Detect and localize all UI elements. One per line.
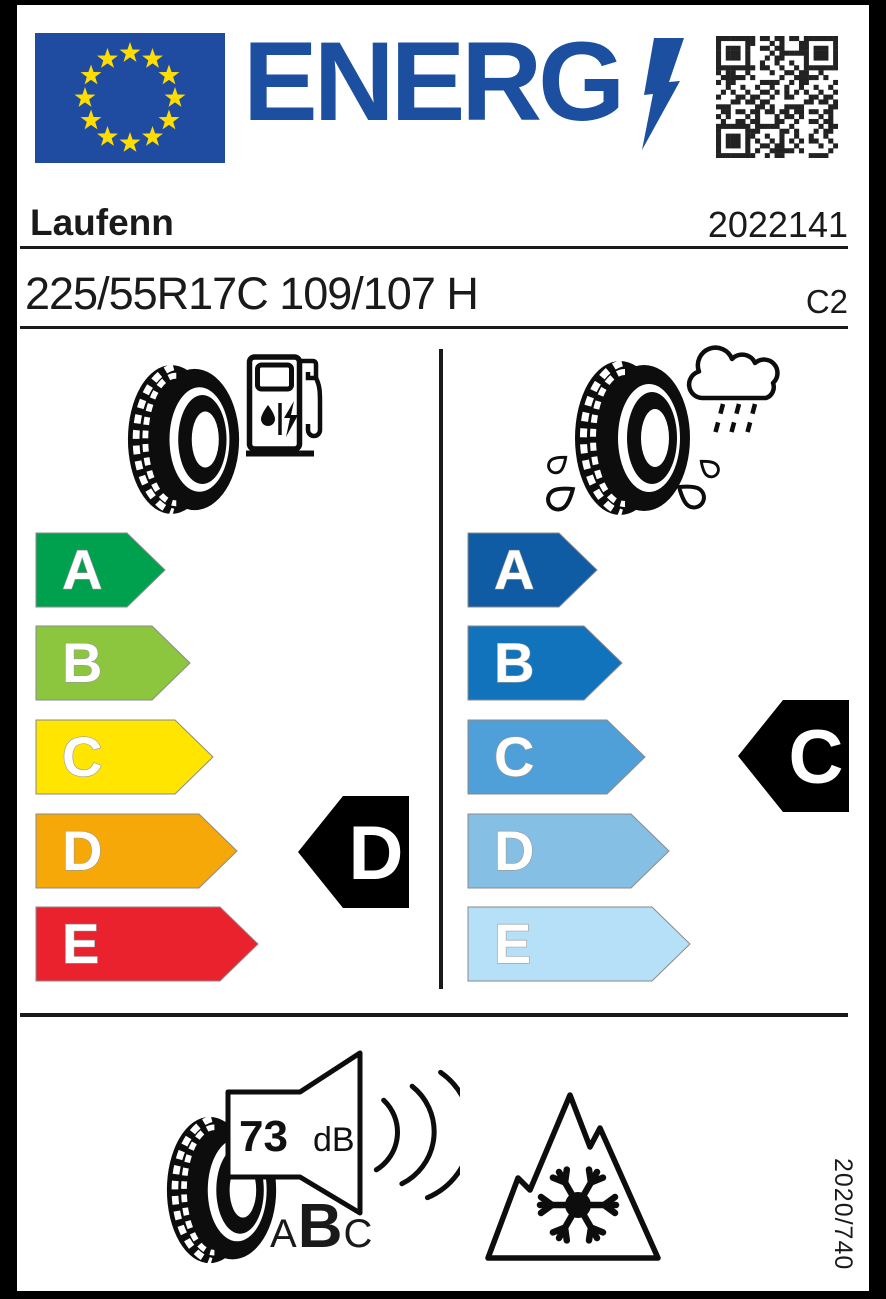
wet-scale-letter-c: C [494, 725, 535, 788]
divider-line-1 [20, 246, 848, 249]
fuel-pump-icon [246, 349, 326, 457]
noise-unit: dB [313, 1121, 355, 1159]
fuel-scale-letter-e: E [62, 912, 100, 975]
noise-class-c: C [343, 1212, 373, 1256]
supplier-name: Laufenn [30, 202, 174, 243]
fuel-scale-letter-d: D [62, 819, 103, 882]
lightning-bolt-icon [638, 38, 692, 152]
type-identifier: 2022141 [707, 204, 848, 245]
column-divider [439, 349, 443, 989]
divider-line-3 [20, 1013, 848, 1017]
wet-scale-arrow-c [467, 719, 647, 795]
fuel-scale-letter-a: A [62, 538, 103, 601]
fuel-scale-arrow-d [35, 813, 239, 889]
noise-class-letters [270, 1192, 373, 1261]
wet-scale-arrow-a [467, 532, 599, 608]
noise-speaker-icon [225, 1048, 460, 1218]
regulation-number: 2020/740 [829, 1158, 857, 1271]
fuel-scale-arrow-b [35, 625, 192, 701]
wet-scale-arrow-d [467, 813, 671, 889]
noise-value: 73 [239, 1112, 288, 1161]
fuel-scale-arrow-e [35, 906, 262, 982]
wet-rating-letter: C [788, 715, 844, 800]
fuel-rating-indicator [297, 795, 410, 909]
tire-class: C2 [805, 283, 848, 320]
wet-scale-arrow-e [467, 906, 694, 982]
wet-scale-arrow-b [467, 625, 624, 701]
fuel-scale-letter-b: B [62, 631, 103, 694]
sound-waves-icon [376, 1072, 460, 1201]
fuel-scale-letter-c: C [62, 725, 103, 788]
fuel-rating-letter: D [348, 811, 404, 896]
fuel-scale-arrow-a [35, 532, 167, 608]
wet-scale-letter-b: B [494, 631, 535, 694]
noise-class-b-rated: B [297, 1192, 343, 1261]
noise-class-a: A [270, 1212, 297, 1256]
fuel-scale-arrow-c [35, 719, 215, 795]
wet-scale-letter-e: E [494, 912, 532, 975]
wet-rating-indicator [737, 699, 850, 813]
size-designation: 225/55R17C 109/107 H [25, 268, 478, 319]
rain-lines [715, 404, 755, 434]
qr-code [716, 36, 838, 158]
divider-line-2 [20, 326, 848, 329]
wet-scale-letter-d: D [494, 819, 535, 882]
snow-grip-3pmsf-icon [482, 1086, 666, 1262]
energ-logo-text: ENERG [243, 19, 622, 144]
eu-flag [35, 33, 225, 163]
wet-scale-letter-a: A [494, 538, 535, 601]
rain-cloud-icon [676, 342, 784, 444]
tire-icon-fuel [126, 362, 242, 517]
